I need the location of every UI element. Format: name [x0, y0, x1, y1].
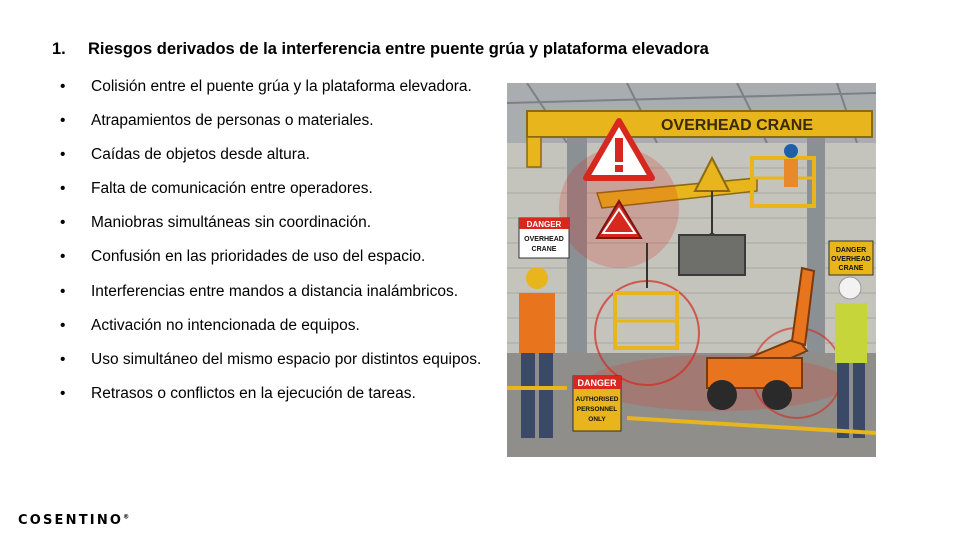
crane-lift-illustration: [507, 83, 876, 457]
bullet-text: Confusión en las prioridades de uso del espacio.: [91, 248, 426, 266]
bullet-dot: •: [60, 78, 66, 95]
bullet-dot: •: [60, 112, 66, 130]
bullet-dot: •: [60, 316, 66, 334]
crane-label: OVERHEAD CRANE: [660, 117, 814, 134]
sign-left-line2: CRANE: [531, 246, 557, 253]
bullet-text: Colisión entre el puente grúa y la plataforma elevadora.: [91, 78, 472, 95]
worker-left-vest: [519, 293, 555, 353]
hard-hat-icon: [839, 277, 861, 299]
registered-mark: ®: [123, 513, 130, 521]
worker-leg: [539, 353, 553, 438]
logo-text: COSENTINO: [18, 513, 124, 528]
bullet-dot: •: [60, 180, 66, 198]
bullet-dot: •: [60, 384, 66, 402]
slide-title: [52, 40, 709, 59]
bullet-text: Interferencias entre mandos a distancia inalámbricos.: [91, 282, 459, 300]
hard-hat-icon: [526, 267, 548, 289]
operator-head: [784, 144, 798, 158]
sign-floor-line3: ONLY: [588, 416, 606, 423]
bullet-dot: •: [60, 214, 66, 232]
sign-left-header: DANGER: [526, 220, 562, 229]
sign-right-line3: CRANE: [838, 265, 864, 272]
wheel: [707, 380, 737, 410]
worker-leg: [853, 363, 865, 438]
bullet-text: Falta de comunicación entre operadores.: [91, 180, 373, 198]
wheel: [762, 380, 792, 410]
sign-right-line1: DANGER: [835, 247, 867, 254]
bullet-dot: •: [60, 248, 66, 266]
bullet-dot: •: [60, 282, 66, 300]
bullet-text: Retrasos o conflictos en la ejecución de tareas.: [91, 384, 416, 402]
exclamation-icon: [615, 138, 623, 162]
bullet-text: Atrapamientos de personas o materiales.: [91, 112, 374, 130]
sign-floor-header: DANGER: [577, 378, 617, 388]
worker-right-vest: [835, 303, 867, 363]
sign-floor-line1: AUTHORISED: [575, 396, 619, 403]
bullet-dot: •: [60, 146, 66, 164]
bullet-text: Activación no intencionada de equipos.: [91, 316, 360, 334]
sign-right-line2: OVERHEAD: [831, 256, 871, 263]
sign-floor-line2: PERSONNEL: [576, 406, 618, 413]
title-number: 1.: [52, 40, 66, 58]
hanging-load: [679, 235, 745, 275]
bullet-dot: •: [60, 350, 66, 368]
exclamation-dot: [615, 165, 623, 172]
worker-leg: [837, 363, 849, 438]
bullet-text: Uso simultáneo del mismo espacio por distintos equipos.: [91, 350, 482, 368]
illustration-svg: [507, 83, 876, 457]
bullet-text: Caídas de objetos desde altura.: [91, 146, 310, 164]
title-text: Riesgos derivados de la interferencia entre puente grúa y plataforma elevadora: [88, 40, 709, 58]
operator-body: [784, 159, 798, 187]
bullet-text: Maniobras simultáneas sin coordinación.: [91, 214, 372, 232]
sign-left-line1: OVERHEAD: [524, 236, 564, 243]
worker-leg: [521, 353, 535, 438]
cosentino-logo: [18, 513, 129, 528]
crane-leg: [527, 137, 541, 167]
